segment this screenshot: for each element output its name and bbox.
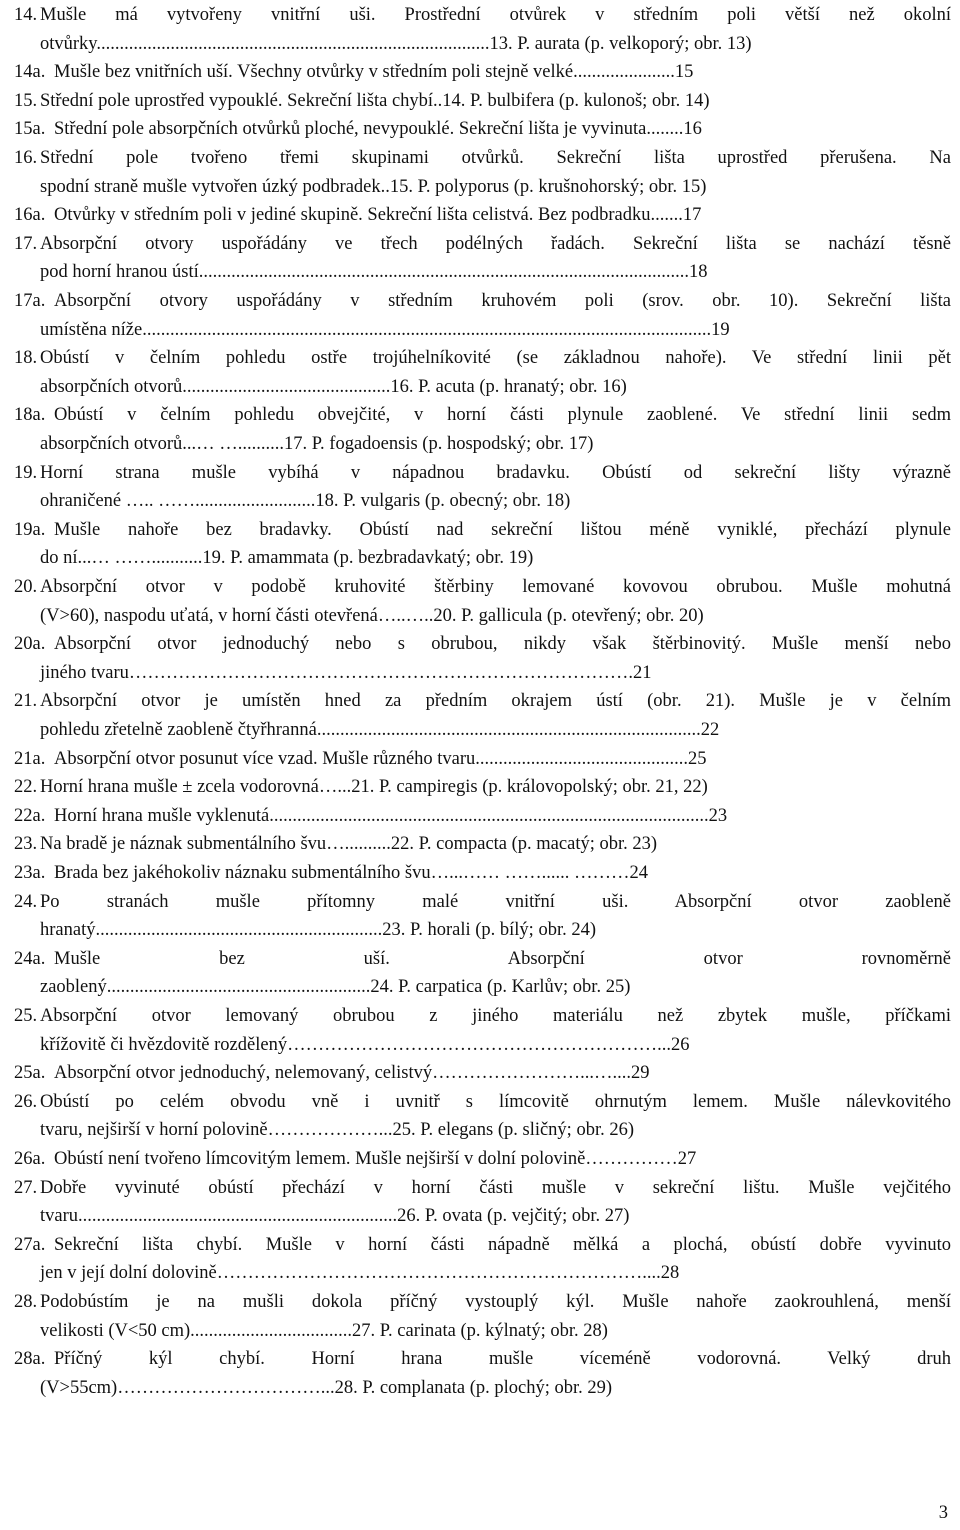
entry-line: Mušle bez vnitřních uší. Všechny otvůrky v středním poli stejně velké......................15 <box>54 62 694 83</box>
entry-line: Obústí v čelním pohledu ostře trojúhelníkovité (se základnou nahoře). Ve střední linii pět <box>40 348 951 369</box>
entry-line: Obústí není tvořeno límcovitým lemem. Mušle nejširší v dolní polovině……………27 <box>54 1149 697 1169</box>
entry-line: Obústí po celém obvodu vně i uvnitř s límcovitě ohrnutým lemem. Mušle nálevkovitého <box>40 1091 951 1112</box>
key-entry <box>14 888 951 945</box>
key-entry <box>14 1 951 58</box>
key-entry <box>14 1231 951 1288</box>
key-entry <box>14 687 951 744</box>
entry-line: Mušle má vytvořeny vnitřní uši. Prostřední otvůrek v středním poli větší než okolní <box>40 5 951 25</box>
entry-number: 24a. <box>14 948 46 969</box>
entry-line: Horní strana mušle vybíhá v nápadnou bradavku. Obústí od sekreční lišty výrazně <box>40 462 951 483</box>
entry-number: 28a. <box>14 1349 46 1370</box>
entry-line: Absorpční otvor posunut více vzad. Mušle různého tvaru..............................................25 <box>54 748 707 769</box>
entry-number: 16. <box>14 148 38 168</box>
key-entry <box>14 1174 951 1231</box>
entry-line: Absorpční otvory uspořádány v středním kruhovém poli (srov. obr. 10). Sekreční lišta <box>54 291 951 311</box>
entry-line: Absorpční otvor je umístěn hned za předním okrajem ústí (obr. 21). Mušle je v čelním <box>40 691 951 712</box>
entry-number: 18. <box>14 348 38 369</box>
key-entry <box>14 830 951 859</box>
entry-line: (V>60), naspodu uťatá, v horní části otevřená…..…..20. P. gallicula (p. otevřený; obr. 20) <box>40 605 704 626</box>
entry-number: 14. <box>14 5 38 25</box>
entry-number: 15a. <box>14 119 46 140</box>
key-entry <box>14 859 951 888</box>
entry-line: Absorpční otvory uspořádány ve třech podélných řadách. Sekreční lišta se nachází těsně <box>40 233 951 254</box>
entry-line: Horní hrana mušle ± zcela vodorovná…...21. P. campiregis (p. královopolský; obr. 21, 22) <box>40 777 708 798</box>
key-entry <box>14 745 951 774</box>
entry-line: Obústí v čelním pohledu obvejčité, v horní části plynule zaoblené. Ve střední linii sedm <box>54 405 951 426</box>
entry-line: pohledu zřetelně zaobleně čtyřhranná...................................................................................22 <box>40 719 720 740</box>
entry-number: 25a. <box>14 1063 46 1084</box>
entry-line: pod horní hranou ústí..........................................................................................................18 <box>40 262 708 283</box>
key-entry <box>14 344 951 401</box>
entry-line: Střední pole uprostřed vypouklé. Sekreční lišta chybí..14. P. bulbifera (p. kulonoš; obr. 14) <box>40 90 710 111</box>
entry-number: 21. <box>14 691 38 712</box>
entry-number: 14a. <box>14 62 46 83</box>
key-entry <box>14 201 951 230</box>
entry-line: Sekreční lišta chybí. Mušle v horní části nápadně mělká a plochá, obústí dobře vyvinuto <box>54 1234 951 1255</box>
entry-line: (V>55cm)……………………………...28. P. complanata (p. plochý; obr. 29) <box>40 1377 613 1398</box>
entry-number: 22. <box>14 777 38 798</box>
page-number: 3 <box>938 1503 948 1523</box>
key-entry <box>14 115 951 144</box>
entry-line: Na bradě je náznak submentálního švu…..........22. P. compacta (p. macatý; obr. 23) <box>40 834 658 855</box>
key-entry <box>14 1145 951 1174</box>
entry-line: zaoblený.........................................................24. P. carpatica (p. Karlův; obr. 25) <box>40 977 631 998</box>
key-entry <box>14 287 951 344</box>
entry-number: 20. <box>14 577 38 597</box>
key-entry <box>14 1288 951 1345</box>
key-entry <box>14 401 951 458</box>
entry-line: tvaru.....................................................................26. P. ovata (p. vejčitý; obr. 27) <box>40 1206 630 1227</box>
entry-line: umístěna níže...........................................................................................................................19 <box>40 319 730 340</box>
entry-number: 27. <box>14 1177 38 1198</box>
key-entry <box>14 144 951 201</box>
entry-number: 26a. <box>14 1149 46 1169</box>
entry-number: 26. <box>14 1091 38 1112</box>
entry-number: 24. <box>14 891 38 912</box>
entry-line: do ní...… ……...........19. P. amammata (p. bezbradavkatý; obr. 19) <box>40 548 534 569</box>
entry-number: 19. <box>14 462 38 483</box>
entry-line: jen v její dolní dolovině……………………………………………………………....28 <box>40 1263 680 1284</box>
entry-line: Absorpční otvor jednoduchý, nelemovaný, celistvý……………………...…....29 <box>54 1063 650 1084</box>
entry-line: Střední pole absorpčních otvůrků ploché, nevypouklé. Sekreční lišta je vyvinuta........16 <box>54 119 702 140</box>
key-entry <box>14 773 951 802</box>
entry-number: 15. <box>14 90 38 111</box>
key-entry <box>14 945 951 1002</box>
key-entry <box>14 1345 951 1402</box>
key-entry <box>14 58 951 87</box>
key-entry <box>14 230 951 287</box>
key-entry <box>14 459 951 516</box>
entry-line: absorpčních otvorů.............................................16. P. acuta (p. hranatý; obr. 16) <box>40 376 627 397</box>
entry-line: hranatý..............................................................23. P. horali (p. bílý; obr. 24) <box>40 920 596 941</box>
entry-line: křížovitě či hvězdovitě rozdělený……………………………………………………...26 <box>40 1034 690 1055</box>
entry-line: Mušle nahoře bez bradavky. Obústí nad sekreční lištou méně vyniklé, přechází plynule <box>54 519 951 540</box>
entry-number: 23. <box>14 834 38 855</box>
entry-line: Otvůrky v středním poli v jediné skupině. Sekreční lišta celistvá. Bez podbradku.......17 <box>54 205 702 226</box>
entry-number: 16a. <box>14 205 46 226</box>
entry-line: spodní straně mušle vytvořen úzký podbradek..15. P. polyporus (p. krušnohorský; obr. 15) <box>40 176 707 197</box>
entry-number: 18a. <box>14 405 46 426</box>
entry-number: 19a. <box>14 519 46 540</box>
key-entry <box>14 573 951 630</box>
entry-number: 23a. <box>14 863 46 883</box>
entry-line: velikosti (V<50 cm)...................................27. P. carinata (p. kýlnatý; obr. 28) <box>40 1320 608 1341</box>
entry-number: 27a. <box>14 1234 46 1255</box>
entry-number: 25. <box>14 1006 38 1026</box>
entry-number: 20a. <box>14 634 46 655</box>
entry-line: Absorpční otvor jednoduchý nebo s obrubou, nikdy však štěrbinovitý. Mušle menší nebo <box>54 634 951 655</box>
key-entry <box>14 802 951 831</box>
key-entry <box>14 87 951 116</box>
entry-line: otvůrky.....................................................................................13. P. aurata (p. velkoporý; obr. 13) <box>40 33 752 54</box>
entry-number: 17. <box>14 233 38 254</box>
key-entry <box>14 1002 951 1059</box>
entry-line: jiného tvaru……………………………………………………………………….21 <box>40 662 652 683</box>
entry-line: Absorpční otvor v podobě kruhovité štěrbiny lemované kovovou obrubou. Mušle mohutná <box>40 577 951 597</box>
entry-line: ohraničené ….. ……..........................18. P. vulgaris (p. obecný; obr. 18) <box>40 491 571 512</box>
entry-number: 22a. <box>14 805 46 826</box>
key-entry <box>14 1059 951 1088</box>
entry-line: tvaru, nejširší v horní polovině………………...25. P. elegans (p. sličný; obr. 26) <box>40 1120 634 1141</box>
entry-line: Dobře vyvinuté obústí přechází v horní části mušle v sekreční lištu. Mušle vejčitého <box>40 1177 951 1198</box>
entry-line: Horní hrana mušle vyklenutá...............................................................................................23 <box>54 805 728 826</box>
entry-number: 21a. <box>14 748 46 769</box>
entry-line: absorpčních otvorů...… …..........17. P. fogadoensis (p. hospodský; obr. 17) <box>40 433 594 454</box>
key-entry <box>14 516 951 573</box>
entry-number: 17a. <box>14 291 46 311</box>
entry-line: Příčný kýl chybí. Horní hrana mušle víceméně vodorovná. Velký druh <box>54 1349 951 1370</box>
entry-number: 28. <box>14 1292 38 1312</box>
key-entry <box>14 630 951 687</box>
key-entry <box>14 1088 951 1145</box>
entry-line: Absorpční otvor lemovaný obrubou z jiného materiálu než zbytek mušle, příčkami <box>40 1006 951 1026</box>
entry-line: Mušle bez uší. Absorpční otvor rovnoměrně <box>54 948 951 969</box>
entry-line: Brada bez jakéhokoliv náznaku submentálního švu…...…… ……...... ………24 <box>54 863 648 883</box>
entry-line: Střední pole tvořeno třemi skupinami otvůrků. Sekreční lišta uprostřed přerušena. Na <box>40 148 951 168</box>
entry-line: Po stranách mušle přítomny malé vnitřní uši. Absorpční otvor zaobleně <box>40 891 951 912</box>
entry-line: Podobústím je na mušli dokola příčný vystouplý kýl. Mušle nahoře zaokrouhlená, menší <box>40 1292 951 1312</box>
